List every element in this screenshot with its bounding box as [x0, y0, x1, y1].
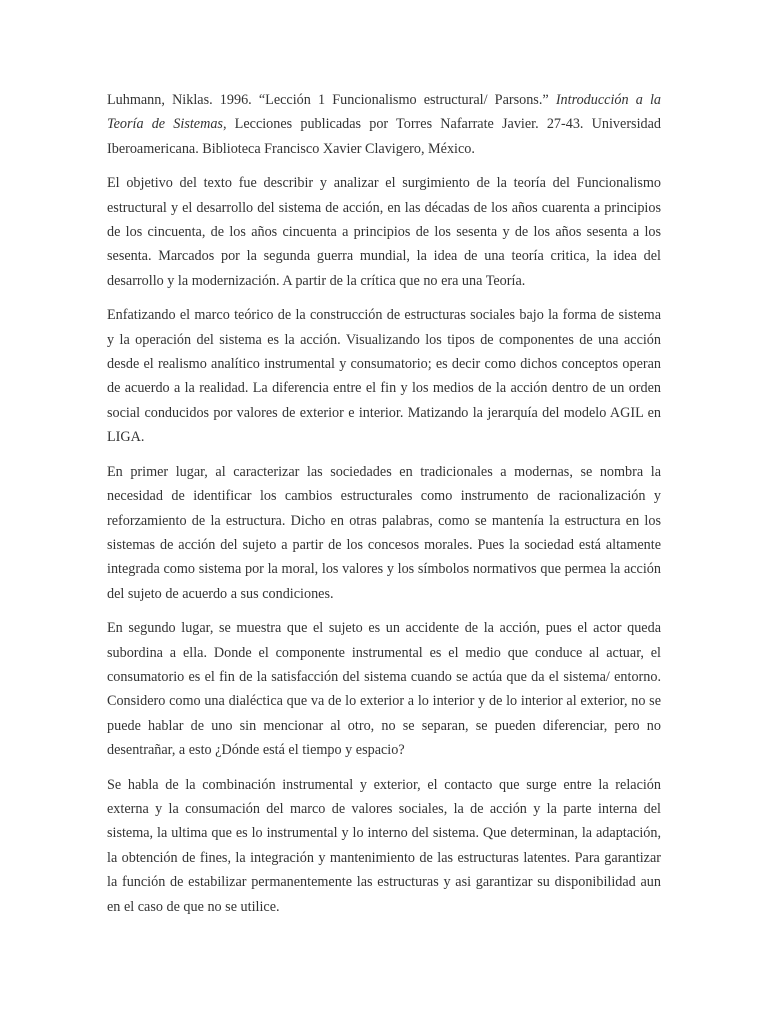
- citation-paragraph: [107, 88, 661, 161]
- body-paragraph-2: Enfatizando el marco teórico de la construcción de estructuras sociales bajo la forma de sistema y la operación del sistema es la acción. Visualizando los tipos de componentes de una acción desde el realismo analítico instrumental y consumatorio; es decir como dichos conceptos operan de acuerdo a la realidad. La diferencia entre el fin y los medios de la acción dentro de un orden social conducidos por valores de exterior e interior. Matizando la jerarquía del modelo AGIL en LIGA.: [107, 307, 661, 446]
- body-paragraph-5: Se habla de la combinación instrumental y exterior, el contacto que surge entre la relación externa y la consumación del marco de valores sociales, la de acción y la parte interna del sistema, la ultima que es lo instrumental y lo interno del sistema. Que determinan, la adaptación, la obtención de fines, la integración y mantenimiento de las estructuras latentes. Para garantizar la función de estabilizar permanentemente las estructuras y asi garantizar su disponibilidad aun en el caso de que no se utilice.: [107, 776, 661, 915]
- body-paragraph-3: En primer lugar, al caracterizar las sociedades en tradicionales a modernas, se nombra la necesidad de identificar los cambios estructurales como instrumento de racionalización y reforzamiento de la estructura. Dicho en otras palabras, como se mantenía la estructura en los sistemas de acción del sujeto a partir de los concesos morales. Pues la sociedad está altamente integrada como sistema por la moral, los valores y los símbolos normativos que permea la acción del sujeto de acuerdo a sus condiciones.: [107, 463, 661, 602]
- citation-title: Introducción a la Teoría de Sistemas: [107, 92, 661, 133]
- document-page: [107, 88, 661, 929]
- body-paragraph-4: En segundo lugar, se muestra que el sujeto es un accidente de la acción, pues el actor queda subordina a ella. Donde el componente instrumental es el medio que conduce al actuar, el consumatorio es el fin de la satisfacción del sistema cuando se actúa que da el sistema/ entorno. Considero como una dialéctica que va de lo exterior a lo interior y de lo interior al exterior, no se puede hablar de uno sin mencionar al otro, no se separan, se pueden diferenciar, pero no desentrañar, a esto ¿Dónde está el tiempo y espacio?: [107, 620, 661, 759]
- citation-prefix: Luhmann, Niklas. 1996. “Lección 1 Funcionalismo estructural/ Parsons.”: [107, 92, 556, 108]
- citation-suffix: , Lecciones publicadas por Torres Nafarrate Javier. 27-43. Universidad Iberoamericana. Biblioteca Francisco Xavier Clavigero, México.: [107, 116, 661, 157]
- body-paragraph-1: El objetivo del texto fue describir y analizar el surgimiento de la teoría del Funcionalismo estructural y el desarrollo del sistema de acción, en las décadas de los años cuarenta a principios de los cincuenta, de los años cincuenta a principios de los sesenta y de los años sesenta a los sesenta. Marcados por la segunda guerra mundial, la idea de una teoría critica, la idea del desarrollo y la modernización. A partir de la crítica que no era una Teoría.: [107, 175, 661, 289]
